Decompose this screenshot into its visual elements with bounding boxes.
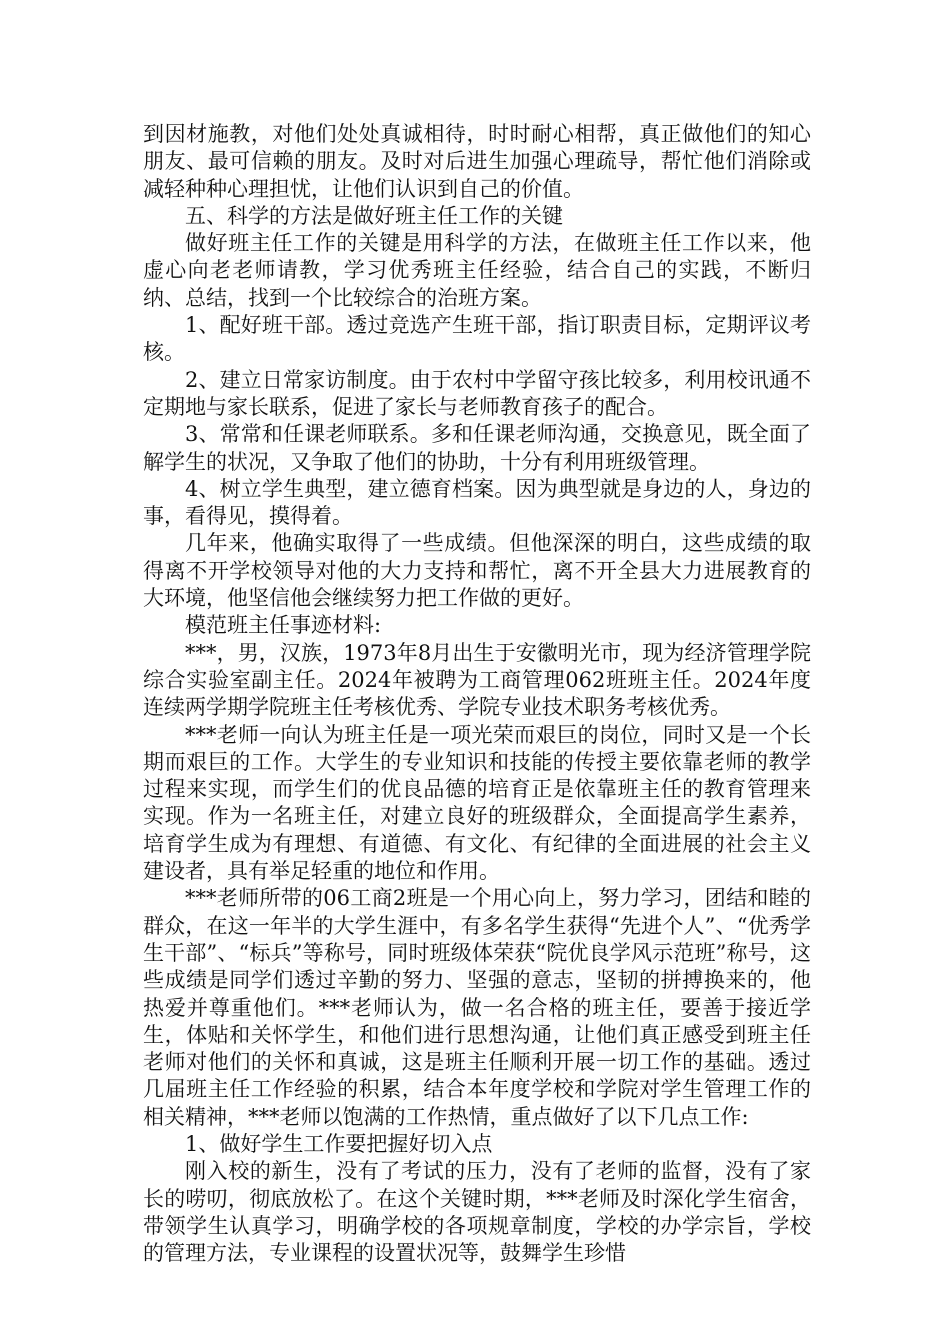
paragraph: ***老师一向认为班主任是一项光荣而艰巨的岗位，同时又是一个长期而艰巨的工作。大学生的专业知识和技能的传授主要依靠老师的教学过程来实现，而学生们的优良品德的培育正是依靠班主任的教育管理来实现。作为一名班主任，对建立良好的班级群众，全面提高学生素养，培育学生成为有理想、有道德、有文化、有纪律的全面进展的社会主义建设者，具有举足轻重的地位和作用。 <box>143 722 811 884</box>
paragraph: 做好班主任工作的关键是用科学的方法，在做班主任工作以来，他虚心向老老师请教，学习优秀班主任经验，结合自己的实践，不断归纳、总结，找到一个比较综合的治班方案。 <box>143 231 811 310</box>
document-body <box>143 121 811 1267</box>
paragraph: 刚入校的新生，没有了考试的压力，没有了老师的监督，没有了家长的唠叨，彻底放松了。在这个关键时期，***老师及时深化学生宿舍，带领学生认真学习，明确学校的各项规章制度，学校的办学宗旨，学校的管理方法，专业课程的设置状况等，鼓舞学生珍惜 <box>143 1159 811 1266</box>
list-item: 4、树立学生典型，建立德育档案。因为典型就是身边的人，身边的事，看得见，摸得着。 <box>143 476 811 529</box>
paragraph: ***老师所带的06工商2班是一个用心向上，努力学习，团结和睦的群众，在这一年半的大学生涯中，有多名学生获得“先进个人”、“优秀学生干部”、“标兵”等称号，同时班级体荣获“院优良学风示范班”称号，这些成绩是同学们透过辛勤的努力、坚强的意志，坚韧的拼搏换来的，他热爱并尊重他们。***老师认为，做一名合格的班主任，要善于接近学生，体贴和关怀学生，和他们进行思想沟通，让他们真正感受到班主任老师对他们的关怀和真诚，这是班主任顺利开展一切工作的基础。透过几届班主任工作经验的积累，结合本年度学校和学院对学生管理工作的相关精神，***老师以饱满的工作热情，重点做好了以下几点工作: <box>143 886 811 1129</box>
list-item: 3、常常和任课老师联系。多和任课老师沟通，交换意见，既全面了解学生的状况，又争取了他们的协助，十分有利用班级管理。 <box>143 422 811 474</box>
list-item: 2、建立日常家访制度。由于农村中学留守孩比较多，利用校讯通不定期地与家长联系，促进了家长与老师教育孩子的配合。 <box>143 367 811 419</box>
section-heading: 五、科学的方法是做好班主任工作的关键 <box>185 203 563 228</box>
list-item: 1、配好班干部。透过竞选产生班干部，指订职责目标，定期评议考核。 <box>143 313 811 365</box>
paragraph: 到因材施教，对他们处处真诚相待，时时耐心相帮，真正做他们的知心朋友、最可信赖的朋友。及时对后进生加强心理疏导，帮忙他们消除或减轻种种心理担忧，让他们认识到自己的价值。 <box>143 122 811 201</box>
paragraph: 几年来，他确实取得了一些成绩。但他深深的明白，这些成绩的取得离不开学校领导对他的大力支持和帮忙，离不开全县大力进展教育的大环境，他坚信他会继续努力把工作做的更好。 <box>143 531 811 611</box>
paragraph: ***，男，汉族，1973年8月出生于安徽明光市，现为经济管理学院综合实验室副主任。2024年被聘为工商管理062班班主任。2024年度连续两学期学院班主任考核优秀、学院专业技术职务考核优秀。 <box>143 640 811 720</box>
section-heading: 模范班主任事迹材料: <box>185 613 382 638</box>
section-heading: 1、做好学生工作要把握好切入点 <box>185 1131 493 1156</box>
